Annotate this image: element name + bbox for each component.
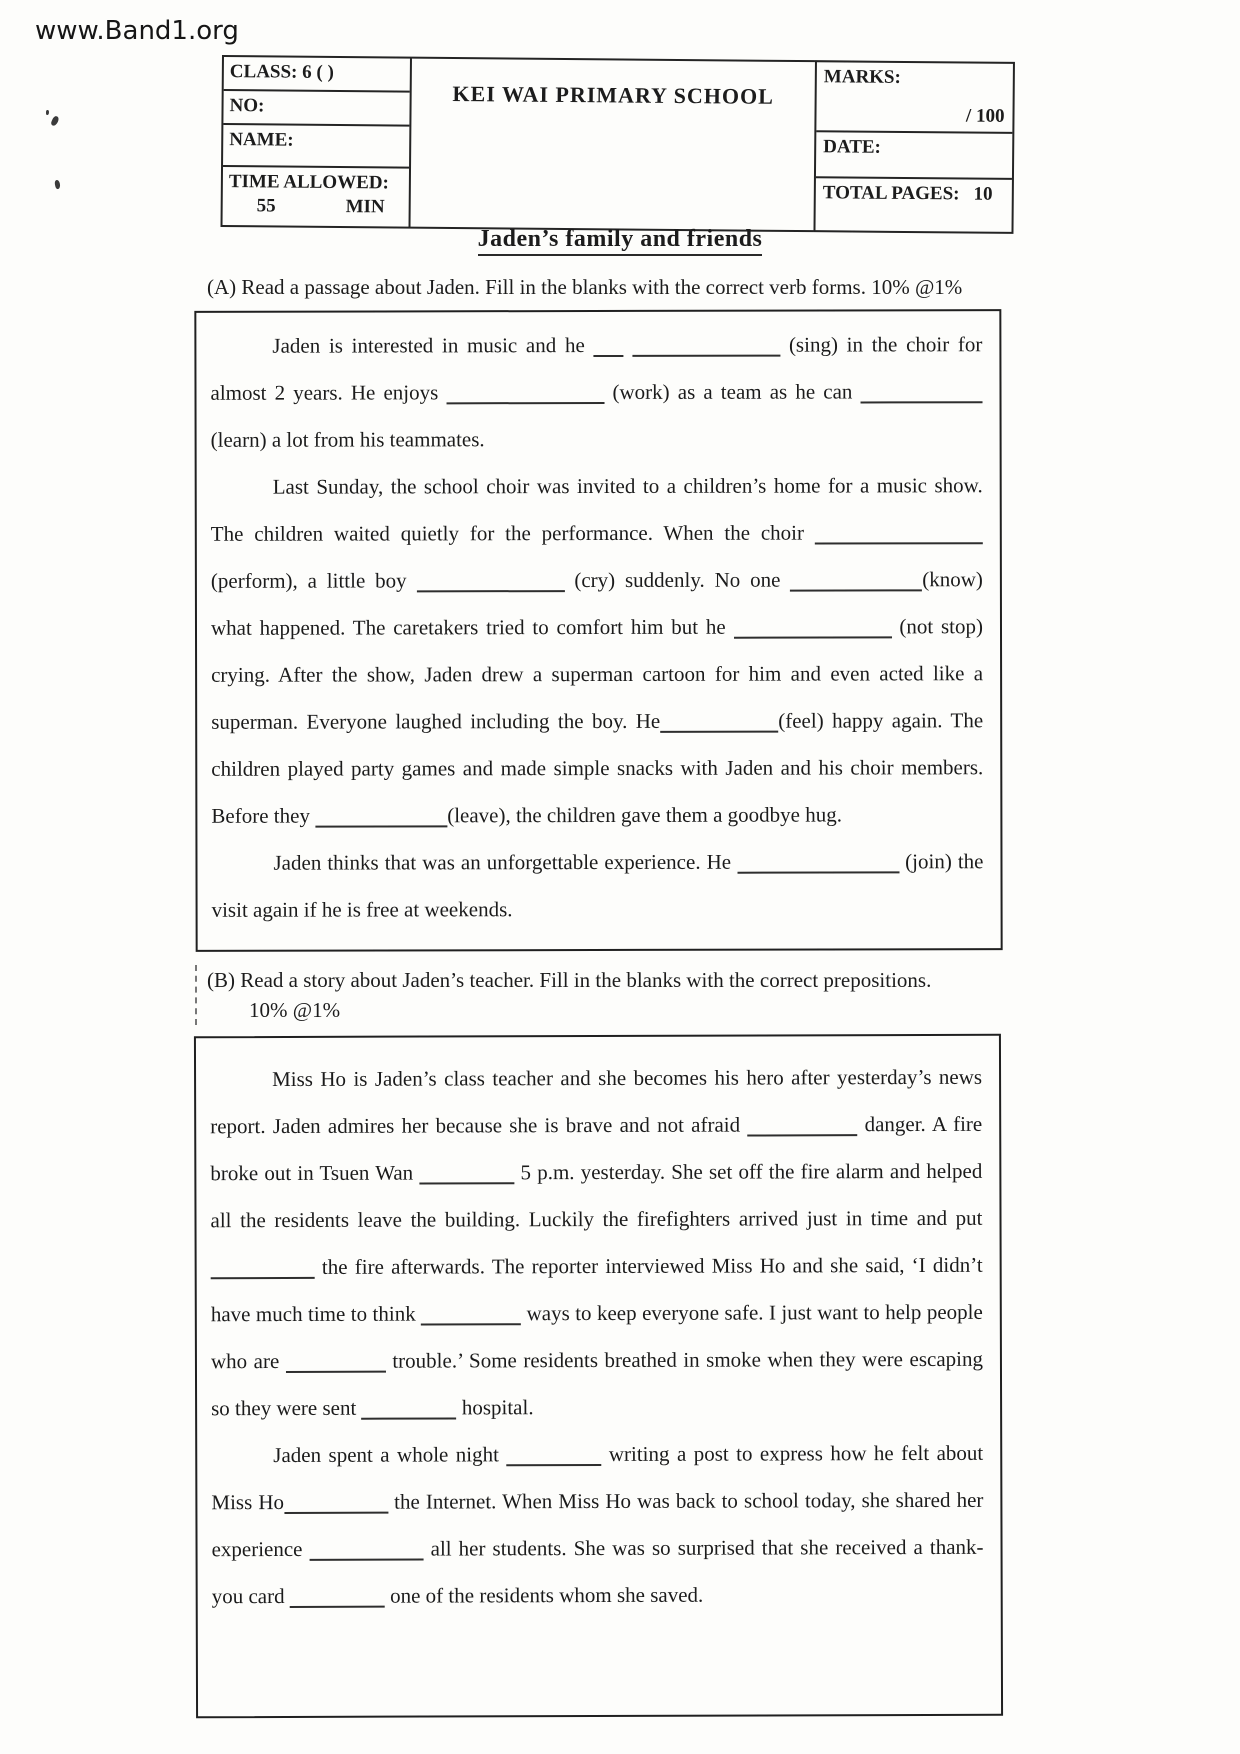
marks-field[interactable] — [816, 62, 1013, 134]
number-field[interactable] — [223, 91, 409, 127]
fill-in-blank[interactable] — [506, 1445, 601, 1466]
fill-in-blank[interactable] — [421, 1304, 521, 1325]
watermark: www.Band1.org — [35, 16, 239, 46]
fill-in-blank[interactable] — [362, 1398, 457, 1419]
scan-artifact — [50, 115, 60, 127]
total-pages-field — [816, 178, 1012, 220]
header-table — [220, 55, 1014, 234]
marks-info-box — [813, 60, 1014, 234]
fill-in-blank[interactable] — [284, 1493, 388, 1514]
number-label: NO: — [229, 95, 265, 117]
fill-in-blank[interactable] — [734, 617, 892, 638]
fill-in-blank[interactable] — [416, 571, 564, 592]
passage-paragraph: Miss Ho is Jaden’s class teacher and she becomes his hero after yesterday’s news report. Jaden admires her because she is brave and not afraid danger. A fire broke out in Tsuen Wan 5 p.m. yesterday. She set off the fire alarm and helped all the residents leave the building. Luckily the firefighters arrived just in time and put the fire afterwards. The reporter interviewed Miss Ho and she said, ‘I didn’t have much time to think ways to keep everyone safe. I just want to help people who are trouble.’ Some residents breathed in smoke when they were escaping so they were sent hospital. — [210, 1064, 984, 1421]
scan-artifact — [46, 110, 49, 115]
class-label: CLASS: 6 ( ) — [229, 61, 334, 83]
fill-in-blank[interactable] — [790, 570, 922, 591]
fill-in-blank[interactable] — [815, 523, 983, 544]
date-field[interactable] — [816, 132, 1012, 180]
scan-artifact — [54, 180, 61, 190]
fill-in-blank[interactable] — [290, 1587, 385, 1608]
content-column — [195, 272, 1002, 1717]
school-name: KEI WAI PRIMARY SCHOOL — [410, 57, 814, 233]
time-allowed-value: 55 — [256, 195, 276, 217]
time-allowed-label: TIME ALLOWED: — [228, 171, 389, 194]
passage-paragraph: Last Sunday, the school choir was invited to a children’s home for a music show. The children waited quietly for the performance. When the choir (perform), a little boy (cry) suddenly. No one (know) what happened. The caretakers tried to comfort him but he (not stop) crying. After the show, Jaden drew a superman cartoon for him and even acted like a superman. Everyone laughed including the boy. He (feel) happy again. The children played party games and made simple snacks with Jaden and his choir members. Before they (leave), the children gave them a goodbye hug. — [210, 473, 984, 828]
passage-paragraph: Jaden is interested in music and he (sing) in the choir for almost 2 years. He enjoys (work) as a team as he can (learn) a lot from his teammates. — [210, 332, 983, 452]
marks-label: MARKS: — [823, 66, 901, 88]
passage-paragraph: Jaden spent a whole night writing a post to express how he felt about Miss Ho the Internet. When Miss Ho was back to school today, she shared her experience all her students. She was so surprised that she received a thank-you card one of the residents whom she saved. — [211, 1440, 984, 1609]
student-info-box — [220, 55, 411, 229]
total-pages-value: 10 — [973, 183, 993, 205]
time-allowed-field — [223, 167, 409, 227]
fill-in-blank[interactable] — [211, 1258, 315, 1279]
section-b-instruction-line2: 10% @1% — [249, 998, 341, 1022]
section-b-instruction-line1: (B) Read a story about Jaden’s teacher. Fill in the blanks with the correct prepositions. — [207, 968, 932, 992]
fill-in-blank[interactable] — [310, 1540, 424, 1561]
name-field[interactable] — [223, 125, 409, 169]
time-allowed-unit: MIN — [345, 196, 385, 218]
page-title: Jaden’s family and friends — [0, 226, 1240, 253]
section-a-instruction: (A) Read a passage about Jaden. Fill in the blanks with the correct verb forms. 10% @1% — [207, 275, 963, 299]
name-label: NAME: — [229, 129, 294, 151]
passage-paragraph: Jaden thinks that was an unforgettable experience. He (join) the visit again if he is free at weekends. — [211, 849, 984, 922]
fill-in-blank[interactable] — [632, 336, 780, 357]
section-b-instruction — [195, 965, 1002, 1025]
fill-in-blank[interactable] — [286, 1352, 386, 1373]
marks-total: / 100 — [965, 105, 1005, 127]
date-label: DATE: — [823, 136, 882, 158]
section-a-passage — [194, 309, 1002, 952]
fill-in-blank[interactable] — [419, 1163, 514, 1184]
section-b-passage — [194, 1034, 1003, 1719]
fill-in-blank[interactable] — [860, 382, 982, 403]
total-pages-label: TOTAL PAGES: — [822, 182, 960, 205]
fill-in-blank[interactable] — [660, 712, 778, 733]
fill-in-blank[interactable] — [737, 852, 899, 873]
class-field[interactable] — [224, 57, 410, 93]
fill-in-blank[interactable] — [446, 383, 604, 404]
fill-in-blank[interactable] — [747, 1115, 857, 1136]
fill-in-blank[interactable] — [315, 806, 447, 827]
fill-in-blank[interactable] — [593, 336, 623, 357]
